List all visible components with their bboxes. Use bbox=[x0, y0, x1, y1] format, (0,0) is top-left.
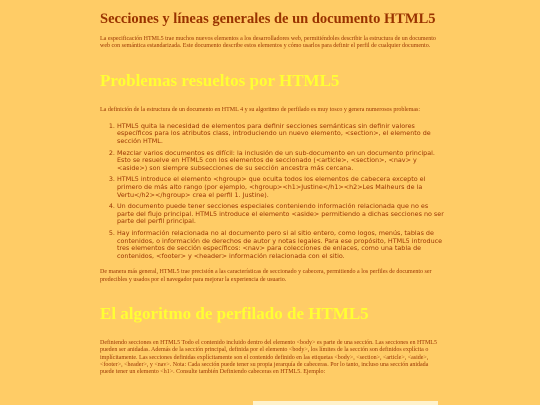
code-block bbox=[253, 401, 438, 405]
outline-heading: El algoritmo de perfilado de HTML5 bbox=[100, 303, 369, 323]
list-item: 1. HTML5 quita la necesidad de elementos para definir secciones semánticas sin definir valores específicos para los atributos class, introduciendo un nuevo elemento, <section>, el elemento de sección HTML. bbox=[117, 123, 447, 146]
problems-list bbox=[100, 123, 447, 261]
page-title: Secciones y líneas generales de un documento HTML5 bbox=[100, 11, 436, 27]
list-item: 3. HTML5 introduce el elemento <hgroup> que oculta todos los elementos de cabecera excepto el primero de más alto rango (por ejemplo, <hgroup><h1>Justine</h1><h2>Les Malheurs de la Vertu</h2></hgroup> crea el perfil 1. Justine). bbox=[117, 176, 447, 199]
summary-paragraph: De manera más general, HTML5 trae precisión a las características de seccionado y cabecera, permitiendo a los perfiles de documento ser predecibles y usados por el navegador para mejorar la experiencia de usuario. bbox=[100, 269, 432, 283]
outline-paragraph: Definiendo secciones en HTML5 Todo el contenido incluido dentro del elemento <body> es parte de una sección. Las secciones en HTML5 pueden ser anidadas. Además de la sección principal, definida por el elemento <body>, los límites de la sección son definidos explícita o implícitamente. Las secciones definidas explícitamente son el contenido definido en las etiquetas <body>, <section>, <article>, <aside>, <footer>, <header>, y <nav>. Nota: Cada sección puede tener su propia jerarquía de cabeceras. Por lo tanto, incluso una sección anidada puede tener un elemento <h1>. Consulte también Definiendo cabeceras en HTML5. Ejemplo: bbox=[100, 339, 437, 376]
list-item: 4. Un documento puede tener secciones especiales conteniendo información relacionada que no es parte del flujo principal. HTML5 introduce el elemento <aside> permitiendo a dichas secciones no ser parte del perfil principal. bbox=[117, 203, 447, 226]
list-item: 2. Mezclar varios documentos es difícil: la inclusión de un sub-documento en un documento principal. Esto se resuelve en HTML5 con los elementos de seccionado (<article>, <section>, <nav> y <aside>) son siempre subsecciones de su sección ancestra más cercana. bbox=[117, 150, 447, 173]
intro-paragraph: La especificación HTML5 trae muchos nuevos elementos a los desarrolladores web, permitiéndoles describir la estructura de un documento web con semántica estandarizada. Este documento describe estos elementos y cómo usarlos para definir el perfil de cualquier documento. bbox=[100, 36, 436, 50]
problems-definition: La definición de la estructura de un documento en HTML 4 y su algoritmo de perfilado es muy tosco y genera numerosos problemas: bbox=[100, 106, 421, 113]
list-item: 5. Hay información relacionada no al documento pero si al sitio entero, como logos, menús, tablas de contenidos, o información de derechos de autor y notas legales. Para ese propósito, HTML5 introduce tres elementos de sección específicos: <nav> para colecciones de enlaces, como una tabla de contenidos, <footer> y <header> información relacionada con el sitio. bbox=[117, 230, 447, 260]
problems-heading: Problemas resueltos por HTML5 bbox=[100, 70, 340, 90]
